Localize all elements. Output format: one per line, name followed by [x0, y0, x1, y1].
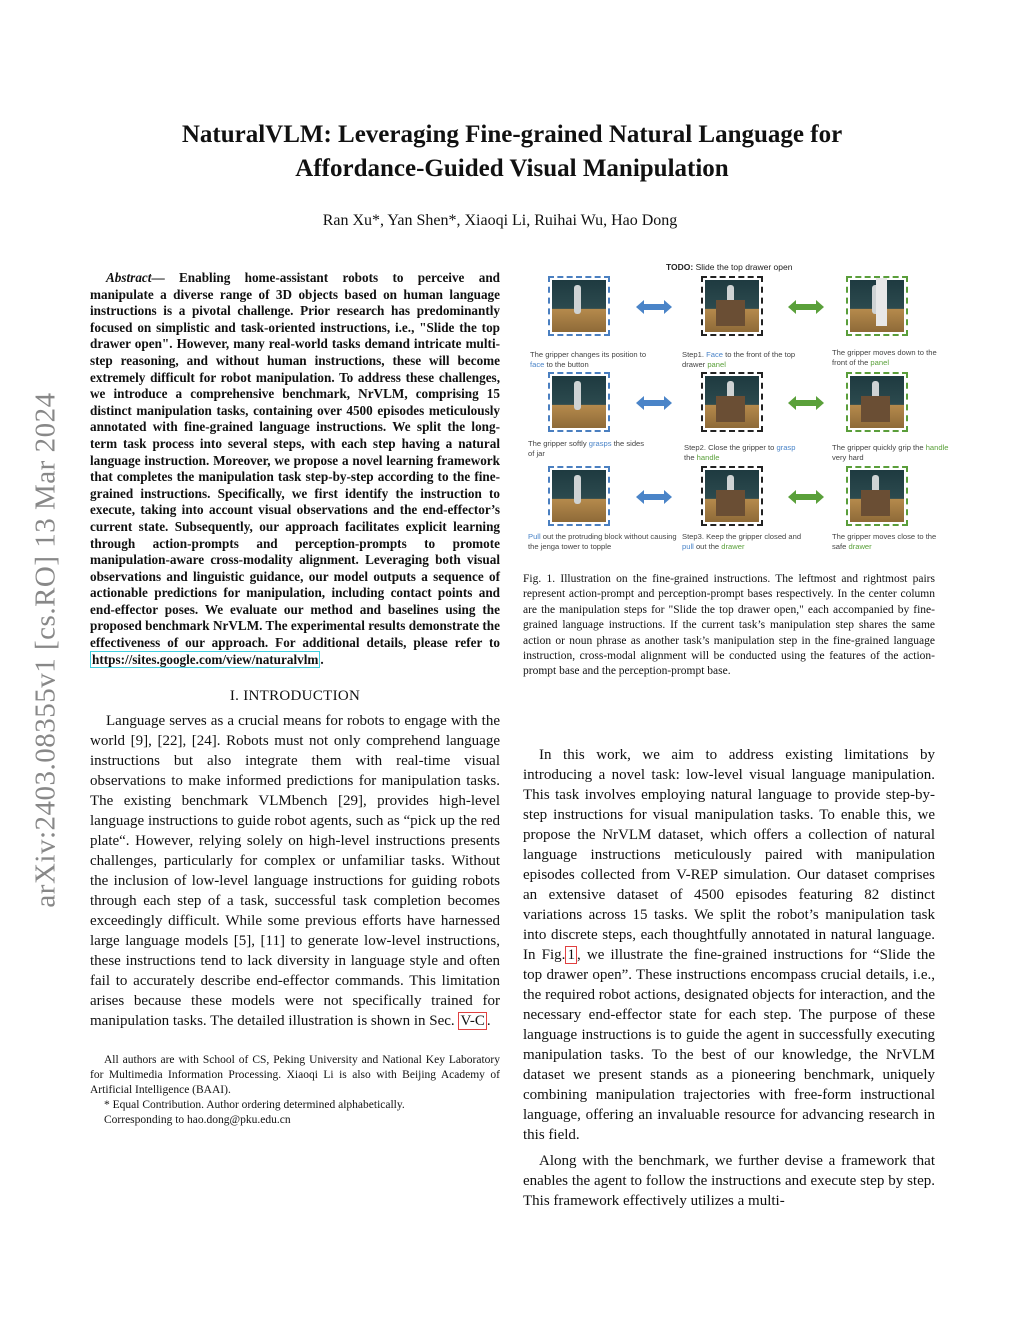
mid-caption-3: Step3. Keep the gripper closed and pull out the drawer	[682, 532, 802, 551]
step-1-image	[701, 276, 763, 336]
footnotes	[90, 1053, 500, 1128]
abstract-label: Abstract	[106, 270, 152, 285]
intro-paragraph-1	[90, 711, 500, 1031]
left-caption-3: Pull out the protruding block without causing the jenga tower to topple	[528, 532, 677, 551]
section-ref-link[interactable]: V-C	[460, 1013, 485, 1030]
left-column	[90, 270, 500, 1128]
paper-title	[120, 118, 904, 186]
double-arrow-icon	[788, 300, 824, 314]
figure-1-caption: Fig. 1. Illustration on the fine-grained instructions. The leftmost and rightmost pairs represent action-prompt and perception-prompt bases respectively. In the center column are the manipulation steps for "Slide the top drawer open," each accompanied by fine-grained language instructions. If the current task’s manipulation step shares the same action or noun phrase as another task’s manipulation step in the fine-grained language instruction, cross-modal alignment will be conducted using the features of the action-prompt base and the perception-prompt base.	[523, 573, 935, 678]
mid-caption-1: Step1. Face to the front of the top drawer panel	[682, 350, 796, 369]
perception-prompt-image-3	[846, 466, 908, 526]
project-url-link[interactable]: https://sites.google.com/view/naturalvlm	[92, 651, 319, 667]
todo-text: Slide the top drawer open	[693, 262, 793, 272]
intro-p1-text: Language serves as a crucial means for robots to engage with the world [9], [22], [24]. Robots must not only comprehend language instructions but also integrate them with real-time visual observations to make informed predictions for manipulation tasks. The existing benchmark VLMbench [29], provides high-level language instructions to guide robot agents, such as “pick up the red plate“. However, relying solely on high-level instructions presents challenges, particularly for complex or unfamiliar tasks. Without the inclusion of low-level language instructions for guiding robots through each step of a task, successful task completion becomes exceedingly difficult. While some previous efforts have harnessed large language models [5], [11] to generate low-level instructions, these instructions tend to lack diversity in language style and often fail to accurately describe end-effector commands. This limitation arises because these models were not specifically trained for manipulation tasks. The detailed illustration is shown in Sec.	[90, 713, 500, 1030]
mid-caption-2: Step2. Close the gripper to grasp the handle	[684, 443, 796, 462]
right-caption-1: The gripper moves down to the front of the panel	[832, 348, 937, 367]
figure-todo-label	[666, 262, 792, 272]
author-list: Ran Xu*, Yan Shen*, Xiaoqi Li, Ruihai Wu, Hao Dong	[322, 212, 678, 229]
perception-prompt-image-1	[846, 276, 908, 336]
left-caption-1: The gripper changes its position to face to the button	[530, 350, 647, 369]
abstract	[90, 270, 500, 668]
right-column	[523, 745, 935, 1211]
arxiv-stamp: arXiv:2403.08355v1 [cs.RO] 13 Mar 2024	[29, 392, 62, 908]
double-arrow-icon	[788, 490, 824, 504]
right-caption-2: The gripper quickly grip the handle very hard	[832, 443, 949, 462]
right-paragraph-1	[523, 745, 935, 1145]
step-3-image	[701, 466, 763, 526]
right-paragraph-2: Along with the benchmark, we further devise a framework that enables the agent to follow the instructions and execute step by step. This framework effectively utilizes a multi-	[523, 1153, 935, 1209]
double-arrow-icon	[636, 396, 672, 410]
footnote-corresponding: Corresponding to hao.dong@pku.edu.cn	[104, 1114, 291, 1127]
intro-p1-end: .	[486, 1013, 491, 1030]
title-line-1: NaturalVLM: Leveraging Fine-grained Natural Language for	[181, 121, 843, 148]
action-prompt-image-1	[548, 276, 610, 336]
double-arrow-icon	[636, 490, 672, 504]
todo-prefix: TODO:	[666, 262, 694, 272]
abstract-body: Enabling home-assistant robots to perceive and manipulate a diverse range of 3D objects based on human language instructions is a pivotal challenge. Prior research has predominantly focused on simplistic and task-oriented instructions, i.e., "Slide the top drawer open". However, many real-world tasks demand intricate multi-step reasoning, and without human instructions, these will become extremely difficult for robot manipulation. To address these challenges, we introduce a comprehensive benchmark, NrVLM, comprising 15 distinct manipulation tasks, containing over 4500 episodes meticulously annotated with fine-grained language instructions. We split the long-term task process into several steps, with each step having a natural language instruction. Moreover, we propose a novel learning framework that completes the manipulation task step-by-step according to the fine-grained instructions. Specifically, we first identify the instruction to execute, taking into account visual observations and the end-effector’s current state. Subsequently, our approach facilitates explicit learning through action-prompts and perception-prompts to promote manipulation-aware cross-modality alignment. Leveraging both visual observations and linguistic guidance, our model outputs a sequence of actionable predictions for manipulation, including contact points and end-effector poses. We evaluate our method and baselines using the proposed benchmark NrVLM. The experimental results demonstrate the effectiveness of our approach. For additional details, please refer to	[90, 270, 500, 651]
action-prompt-image-2	[548, 372, 610, 432]
figure-ref-link[interactable]: 1	[567, 947, 575, 963]
perception-prompt-image-2	[846, 372, 908, 432]
figure-1	[526, 262, 949, 562]
intro-heading: I. INTRODUCTION	[229, 688, 361, 705]
step-2-image	[701, 372, 763, 432]
double-arrow-icon	[788, 396, 824, 410]
abstract-end: .	[320, 651, 324, 667]
footnote-affiliation: All authors are with School of CS, Peking University and National Key Laboratory for Multimedia Information Processing. Xiaoqi Li is also with Beijing Academy of Artificial Intelligence (BAAI).	[90, 1054, 500, 1097]
action-prompt-image-3	[548, 466, 610, 526]
left-caption-2: The gripper softly grasps the sides of jar	[528, 439, 645, 458]
abstract-dash: —	[151, 270, 179, 285]
right-p1-text: In this work, we aim to address existing limitations by introducing a novel task: low-level visual language manipulation. This task involves employing natural language to provide step-by-step instructions for visual manipulation tasks. To enable this, we propose the NrVLM dataset, which offers a collection of natural language instructions meticulously paired with manipulation episodes collected from V-REP simulation. Our dataset comprises an extensive dataset of 4500 episodes featuring 82 distinct variations across 15 tasks. We split the robot’s manipulation task into discrete steps, each thoughtfully annotated in natural language. In Fig.	[523, 747, 935, 963]
double-arrow-icon	[636, 300, 672, 314]
right-p1-after: , we illustrate the fine-grained instructions for “Slide the top drawer open”. These instructions encompass crucial details, i.e., the required robot actions, designated objects for interaction, and the necessary end-effector state for each step. The purpose of these language instructions is to guide the agent in successfully executing manipulation tasks. To the best of our knowledge, the NrVLM dataset we present stands as a pioneering benchmark, uniquely combining manipulation trajectories with free-form instructional language, offering an invaluable resource for advancing research in this field.	[523, 947, 935, 1143]
footnote-equal-contribution: * Equal Contribution. Author ordering determined alphabetically.	[104, 1099, 405, 1112]
title-line-2: Affordance-Guided Visual Manipulation	[295, 155, 729, 182]
right-caption-3: The gripper moves close to the safe drawer	[832, 532, 937, 551]
